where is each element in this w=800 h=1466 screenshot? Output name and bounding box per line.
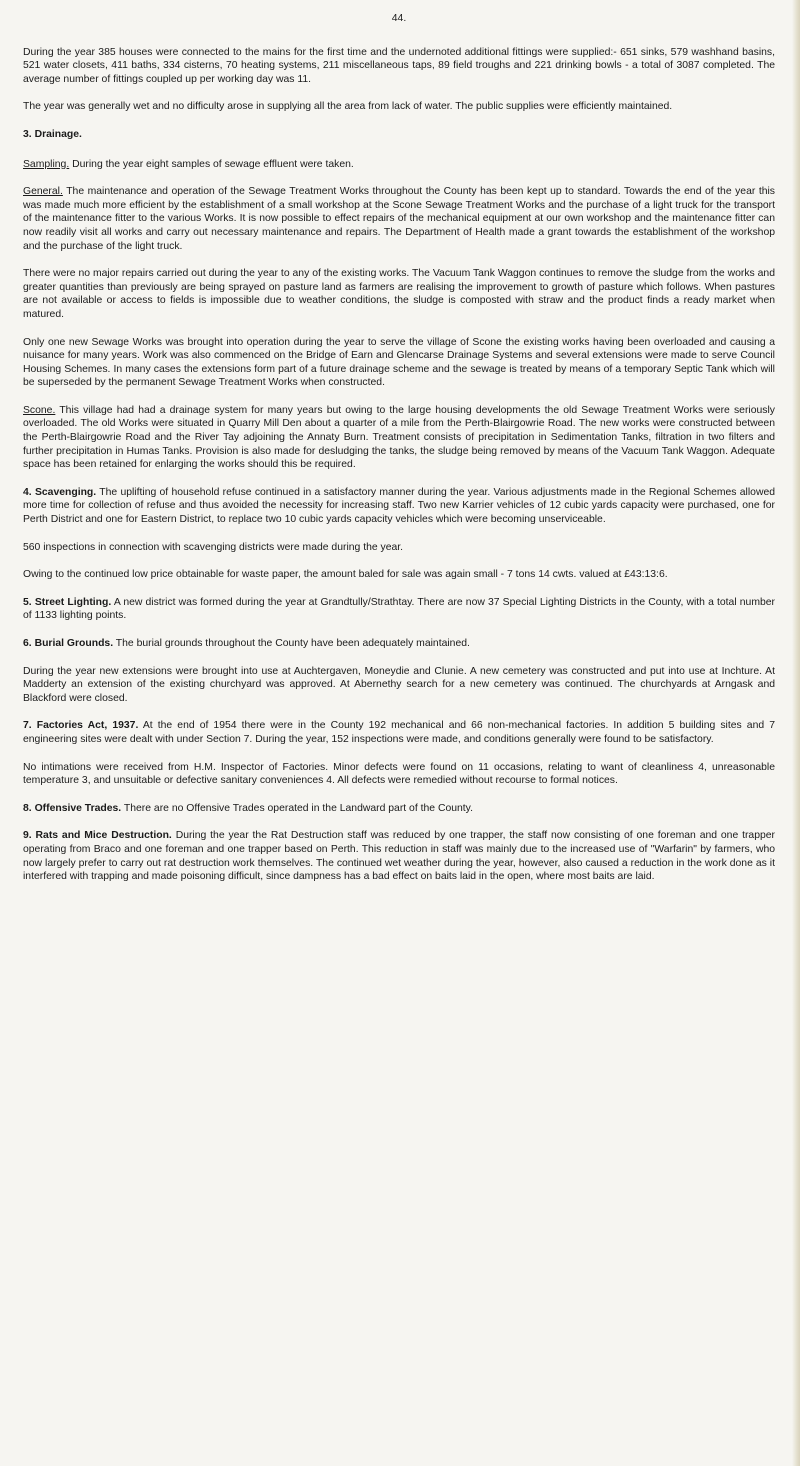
burial-extensions-paragraph: During the year new extensions were brought into use at Auchtergaven, Moneydie and Clunie. A new cemetery was constructed and put into use at Inchture. At Madderty an extension of the existing churchyard was approved. At Abernethy search for a new cemetery was continued. The churchyards at Arngask and Blackford were closed. [23,665,775,704]
scone-text: This village had had a drainage system for many years but owing to the large housing developments the old Sewage Treatment Works were seriously overloaded. The old Works were situated in Quarry Mill Den about a quarter of a mile from the Perth-Blairgowrie Road. The new works were constructed between the Perth-Blairgowrie Road and the River Tay adjoining the Annaty Burn. Treatment consists of precipitation in Sedimentation Tanks, filtration in two filters and further precipitation in Humas Tanks. Provision is also made for desludging the tanks, the sludge being removed by means of the Vacuum Tank Waggon. Adequate space has been retained for enlarging the works should this be required. [23,404,775,471]
sampling-text: During the year eight samples of sewage effluent were taken. [72,158,354,170]
street-lighting-paragraph [23,596,775,623]
sampling-label: Sampling. [23,158,70,170]
drainage-number: 3. [23,128,32,140]
offensive-trades-paragraph [23,802,775,816]
document-page [23,12,775,898]
factories-intimations-paragraph: No intimations were received from H.M. Inspector of Factories. Minor defects were found on 11 occasions, relating to want of cleanliness 4, unreasonable temperature 3, and unsuitable or defective sanitary conveniences 4. All defects were remedied without recourse to formal notices. [23,761,775,787]
factories-act-number: 7. [23,720,32,732]
burial-grounds-text: The burial grounds throughout the County have been adequately maintained. [115,638,470,649]
street-lighting-title: Street Lighting. [34,596,112,608]
factories-act-title: Factories Act, 1937. [36,720,139,732]
rats-mice-paragraph [23,829,775,883]
water-supply-paragraph: The year was generally wet and no difficulty arose in supplying all the area from lack of water. The public supplies were efficiently maintained. [23,101,673,113]
water-fittings-paragraph: During the year 385 houses were connected to the mains for the first time and the undernoted additional fittings were supplied:- 651 sinks, 579 washhand basins, 521 water closets, 411 baths, 334 cisterns, 70 heating systems, 211 miscellaneous taps, 89 field troughs and 221 drinking bowls - a total of 3087 completed. The average number of fittings coupled up per working day was 11. [23,46,775,85]
page-number: 44. [391,13,407,24]
scavenging-inspections-paragraph: 560 inspections in connection with scavenging districts were made during the year. [23,541,404,553]
drainage-title: Drainage. [34,128,82,140]
rats-mice-title: Rats and Mice Destruction. [35,830,172,842]
burial-grounds-number: 6. [23,638,32,649]
offensive-trades-text: There are no Offensive Trades operated in the Landward part of the County. [123,802,473,814]
new-works-paragraph: Only one new Sewage Works was brought into operation during the year to serve the village of Scone the existing works having been overloaded and causing a nuisance for many years. Work was also commenced on the Bridge of Earn and Glencarse Drainage Systems and several extensions were made to serve Council Housing Schemes. In many cases the extensions form part of a future drainage scheme and the sewage is treated by means of a temporary Septic Tank which will be superseded by the permanent Sewage Treatment Works when constructed. [23,336,775,389]
scone-paragraph [23,404,775,472]
waste-paper-paragraph: Owing to the continued low price obtainable for waste paper, the amount baled for sale was again small - 7 tons 14 cwts. valued at £43:13:6. [23,569,668,581]
repairs-paragraph: There were no major repairs carried out during the year to any of the existing works. The Vacuum Tank Waggon continues to remove the sludge from the works and greater quantities than previously are being sprayed on pasture land as farmers are realising the improvement to growth of pasture which follows. When pastures are not available or access to fields is impossible due to weather conditions, the sludge is composted with straw and the product finds a ready market when matured. [23,268,775,320]
factories-act-text: At the end of 1954 there were in the County 192 mechanical and 66 non-mechanical factories. In addition 5 building sites and 7 engineering sites were dealt with under Section 7. During the year, 152 inspections were made, and conditions generally were found to be satisfactory. [23,720,775,745]
page-edge-shadow [792,0,800,1466]
burial-grounds-paragraph [23,637,775,651]
burial-grounds-title: Burial Grounds. [34,638,114,649]
street-lighting-number: 5. [23,596,32,608]
scavenging-text: The uplifting of household refuse continued in a satisfactory manner during the year. Various adjustments made in the Regional Schemes allowed more time for collection of refuse and thus avoided the necessity for increasing staff. Two new Karrier vehicles of 12 cubic yards capacity were purchased, one for Perth District and one for Eastern District, to replace two 10 cubic yards capacity vehicles which were becoming unserviceable. [23,486,776,526]
general-paragraph [23,185,775,253]
factories-act-paragraph [23,719,775,746]
rats-mice-number: 9. [23,830,32,842]
offensive-trades-title: Offensive Trades. [34,802,122,814]
scavenging-paragraph [23,486,775,527]
scone-label: Scone. [23,404,56,416]
general-label: General. [23,186,63,198]
street-lighting-text: A new district was formed during the year at Grandtully/Strathtay. There are now 37 Special Lighting Districts in the County, with a total number of 1133 lighting points. [23,596,775,622]
scavenging-title: Scavenging. [34,486,97,498]
scavenging-number: 4. [23,486,32,498]
rats-mice-text: During the year the Rat Destruction staff was reduced by one trapper, the staff now consisting of one foreman and one trapper operating from Braco and one foreman and one trapper based on Perth. This reduction in staff was mainly due to the increased use of "Warfarin" by farmers, who now largely prefer to carry out rat destruction work themselves. The continued wet weather during the year, however, also caused a reduction in the work done as it interfered with trapping and made poisoning difficult, since dampness has a bad effect on baits laid in the open, where most baits are laid. [23,830,776,883]
offensive-trades-number: 8. [23,802,32,814]
drainage-heading [23,128,775,142]
sampling-paragraph [23,158,775,172]
general-text: The maintenance and operation of the Sewage Treatment Works throughout the County has been kept up to standard. Towards the end of the year this was made much more efficient by the establishment of a small workshop at the Scone Sewage Treatment Works and the purchase of a light truck for the transport of the maintenance fitter to the various Works. It is now possible to effect repairs of the mechanical equipment at our own workshop and the maintenance fitter can now readily visit all works and carry out necessary maintenance and repairs. The Department of Health made a grant towards the establishment of the workshop and the purchase of the light truck. [23,186,776,252]
